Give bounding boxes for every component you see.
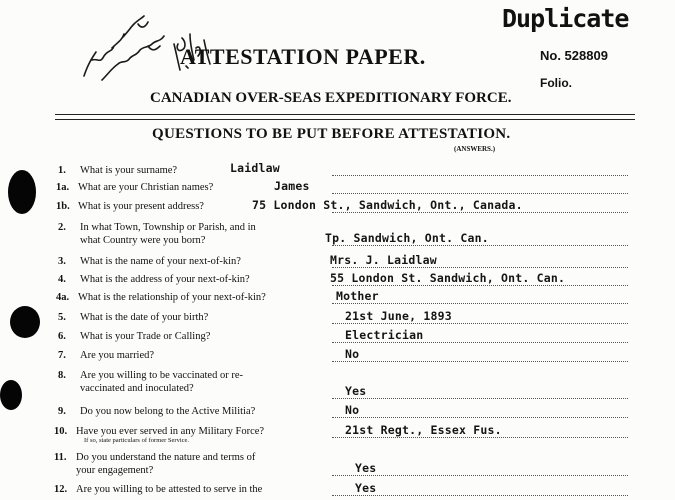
question-number: 1b. <box>56 201 70 212</box>
document-title: ATTESTATION PAPER. <box>180 44 426 69</box>
answer-field: Yes <box>345 384 367 398</box>
duplicate-stamp: Duplicate <box>502 4 629 33</box>
question-number: 3. <box>58 256 66 267</box>
answer-line <box>332 285 628 286</box>
question-text: Do you understand the nature and terms of <box>76 452 256 463</box>
answers-label: (ANSWERS.) <box>454 145 496 153</box>
question-text: What are your Christian names? <box>78 182 214 193</box>
answer-line <box>332 342 628 343</box>
answer-field: James <box>274 179 310 193</box>
question-number: 10. <box>54 426 68 437</box>
question-number: 4a. <box>56 292 70 303</box>
question-number: 1a. <box>56 182 70 193</box>
question-text: What is your present address? <box>78 201 204 212</box>
question-text-continued: your engagement? <box>76 465 154 476</box>
question-text-continued: what Country were you born? <box>80 235 206 246</box>
question-text: What is the address of your next-of-kin? <box>80 274 250 285</box>
answer-field: Laidlaw <box>230 161 280 175</box>
question-number: 11. <box>54 452 67 463</box>
answer-line <box>332 212 628 213</box>
answer-field: Electrician <box>345 328 424 342</box>
answer-field: 21st June, 1893 <box>345 309 452 323</box>
header-rule-top <box>55 114 635 115</box>
question-text: Are you willing to be attested to serve in the <box>76 484 263 495</box>
question-note: If so, state particulars of former Service. <box>84 437 190 444</box>
question-number: 5. <box>58 312 66 323</box>
answer-field: Tp. Sandwich, Ont. Can. <box>325 231 489 245</box>
punch-hole <box>0 380 22 410</box>
punch-hole <box>10 306 40 338</box>
question-number: 6. <box>58 331 66 342</box>
answer-field: 21st Regt., Essex Fus. <box>345 423 502 437</box>
question-text: What is the date of your birth? <box>80 312 209 323</box>
question-number: 4. <box>58 274 66 285</box>
answer-field: 55 London St. Sandwich, Ont. Can. <box>330 271 566 285</box>
answer-field: No <box>345 403 360 417</box>
question-text: In what Town, Township or Parish, and in <box>80 222 256 233</box>
answer-field: Yes <box>355 461 377 475</box>
question-text: Have you ever served in any Military Force? <box>76 426 265 437</box>
question-text: Are you willing to be vaccinated or re- <box>80 370 243 381</box>
answer-line <box>332 245 628 246</box>
answer-line <box>332 175 628 176</box>
folio-label: Folio. <box>540 76 572 90</box>
answer-line <box>332 193 628 194</box>
answer-field: 75 London St., Sandwich, Ont., Canada. <box>252 198 523 212</box>
question-text: Do you now belong to the Active Militia? <box>80 406 256 417</box>
question-number: 8. <box>58 370 66 381</box>
answer-line <box>332 437 628 438</box>
answer-line <box>332 361 628 362</box>
answer-line <box>332 323 628 324</box>
answer-field: No <box>345 347 360 361</box>
document-subtitle: CANADIAN OVER-SEAS EXPEDITIONARY FORCE. <box>150 90 512 106</box>
serial-number: No. 528809 <box>540 48 608 63</box>
answer-field: Mother <box>336 289 379 303</box>
question-text: What is the name of your next-of-kin? <box>80 256 241 267</box>
section-title: QUESTIONS TO BE PUT BEFORE ATTESTATION. <box>152 126 511 142</box>
question-text: What is your surname? <box>80 165 178 176</box>
question-number: 2. <box>58 222 66 233</box>
answer-line <box>332 398 628 399</box>
question-text: What is the relationship of your next-of-kin? <box>78 292 266 303</box>
answer-line <box>332 417 628 418</box>
answer-line <box>332 495 628 496</box>
answer-line <box>332 475 628 476</box>
answer-line <box>332 303 628 304</box>
answer-line <box>332 267 628 268</box>
question-number: 7. <box>58 350 66 361</box>
question-number: 1. <box>58 165 66 176</box>
punch-hole <box>8 170 36 214</box>
answer-field: Yes <box>355 481 377 495</box>
header-rule-bottom <box>55 119 635 120</box>
question-text: What is your Trade or Calling? <box>80 331 211 342</box>
question-text: Are you married? <box>80 350 155 361</box>
question-number: 9. <box>58 406 66 417</box>
question-number: 12. <box>54 484 68 495</box>
question-text-continued: vaccinated and inoculated? <box>80 383 194 394</box>
answer-field: Mrs. J. Laidlaw <box>330 253 437 267</box>
